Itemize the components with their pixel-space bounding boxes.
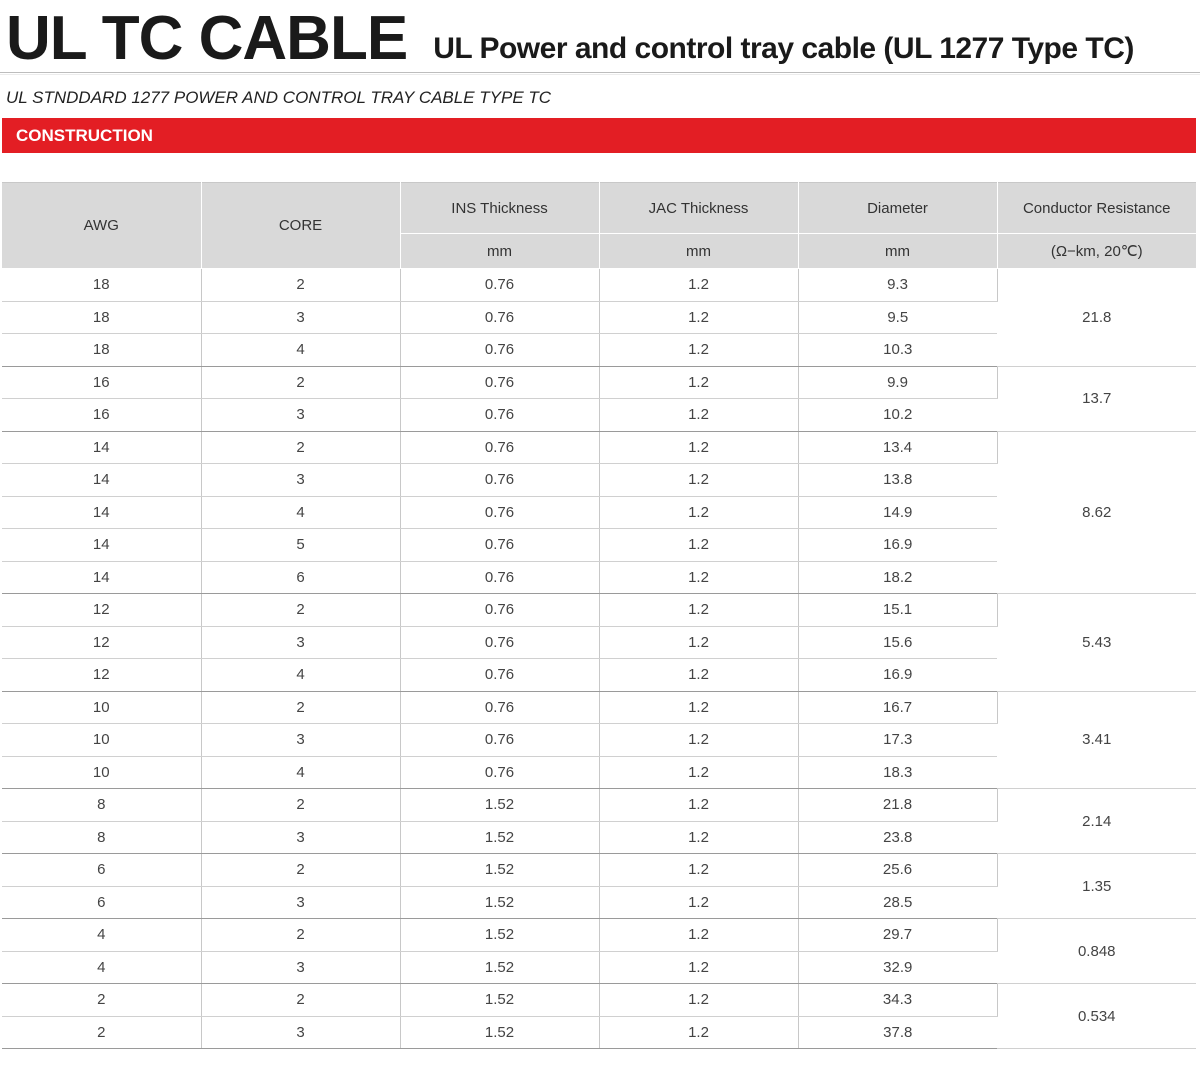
cell-awg: 14 [2, 464, 201, 497]
table-row [2, 691, 1196, 724]
cell-diameter: 21.8 [798, 789, 997, 822]
table-row [2, 789, 1196, 822]
cell-awg: 12 [2, 626, 201, 659]
cell-core: 6 [201, 561, 400, 594]
page-subtitle: UL Power and control tray cable (UL 1277 Type TC) [433, 32, 1134, 65]
cell-awg: 14 [2, 496, 201, 529]
cell-conductor-resistance: 2.14 [997, 789, 1196, 854]
cell-diameter: 34.3 [798, 984, 997, 1017]
cell-diameter: 13.4 [798, 431, 997, 464]
cell-diameter: 25.6 [798, 854, 997, 887]
cell-diameter: 9.3 [798, 269, 997, 302]
cell-jac-thickness: 1.2 [599, 659, 798, 692]
cell-awg: 16 [2, 366, 201, 399]
cell-core: 2 [201, 431, 400, 464]
cell-awg: 14 [2, 431, 201, 464]
cell-jac-thickness: 1.2 [599, 464, 798, 497]
cell-diameter: 16.9 [798, 529, 997, 562]
cell-jac-thickness: 1.2 [599, 529, 798, 562]
col-header-awg: AWG [2, 183, 201, 269]
section-label: CONSTRUCTION [16, 126, 153, 145]
cell-diameter: 37.8 [798, 1016, 997, 1049]
cell-conductor-resistance: 13.7 [997, 366, 1196, 431]
cell-ins-thickness: 0.76 [400, 626, 599, 659]
cell-core: 3 [201, 464, 400, 497]
cell-awg: 2 [2, 984, 201, 1017]
table-row [2, 269, 1196, 302]
cell-ins-thickness: 0.76 [400, 431, 599, 464]
title-divider [0, 72, 1200, 73]
cell-ins-thickness: 0.76 [400, 464, 599, 497]
cell-awg: 6 [2, 886, 201, 919]
cell-ins-thickness: 0.76 [400, 399, 599, 432]
cell-diameter: 10.2 [798, 399, 997, 432]
cell-core: 3 [201, 301, 400, 334]
cell-core: 2 [201, 269, 400, 302]
cell-ins-thickness: 0.76 [400, 724, 599, 757]
cell-jac-thickness: 1.2 [599, 626, 798, 659]
cell-diameter: 10.3 [798, 334, 997, 367]
title-row [6, 4, 1134, 73]
cell-core: 2 [201, 789, 400, 822]
cell-core: 3 [201, 724, 400, 757]
cell-conductor-resistance: 5.43 [997, 594, 1196, 692]
cell-awg: 12 [2, 594, 201, 627]
cell-awg: 10 [2, 691, 201, 724]
col-header-conductor-resistance: Conductor Resistance [997, 183, 1196, 234]
page-title: UL TC CABLE [6, 4, 408, 73]
cell-ins-thickness: 1.52 [400, 1016, 599, 1049]
cell-diameter: 29.7 [798, 919, 997, 952]
cell-awg: 12 [2, 659, 201, 692]
cell-jac-thickness: 1.2 [599, 919, 798, 952]
cell-core: 4 [201, 334, 400, 367]
col-header-diameter: Diameter [798, 183, 997, 234]
table-row [2, 431, 1196, 464]
cell-diameter: 18.2 [798, 561, 997, 594]
cell-ins-thickness: 1.52 [400, 984, 599, 1017]
unit-ins-thickness: mm [400, 234, 599, 269]
cell-diameter: 32.9 [798, 951, 997, 984]
table-row [2, 919, 1196, 952]
cell-ins-thickness: 0.76 [400, 529, 599, 562]
cell-awg: 10 [2, 724, 201, 757]
cell-jac-thickness: 1.2 [599, 854, 798, 887]
cell-ins-thickness: 0.76 [400, 366, 599, 399]
cell-awg: 2 [2, 1016, 201, 1049]
cell-core: 3 [201, 626, 400, 659]
cell-ins-thickness: 0.76 [400, 594, 599, 627]
cell-ins-thickness: 0.76 [400, 561, 599, 594]
cell-jac-thickness: 1.2 [599, 269, 798, 302]
cell-ins-thickness: 0.76 [400, 659, 599, 692]
cell-jac-thickness: 1.2 [599, 496, 798, 529]
cell-conductor-resistance: 1.35 [997, 854, 1196, 919]
cell-awg: 18 [2, 301, 201, 334]
cell-diameter: 16.7 [798, 691, 997, 724]
cell-conductor-resistance: 8.62 [997, 431, 1196, 594]
standard-line: UL STNDDARD 1277 POWER AND CONTROL TRAY CABLE TYPE TC [6, 88, 552, 107]
cell-ins-thickness: 1.52 [400, 821, 599, 854]
cell-core: 3 [201, 821, 400, 854]
cell-diameter: 14.9 [798, 496, 997, 529]
col-header-core: CORE [201, 183, 400, 269]
cell-ins-thickness: 1.52 [400, 951, 599, 984]
cell-core: 2 [201, 366, 400, 399]
cell-diameter: 17.3 [798, 724, 997, 757]
cell-core: 5 [201, 529, 400, 562]
cell-ins-thickness: 0.76 [400, 334, 599, 367]
cell-jac-thickness: 1.2 [599, 1016, 798, 1049]
cell-core: 2 [201, 594, 400, 627]
cell-ins-thickness: 0.76 [400, 269, 599, 302]
cell-ins-thickness: 1.52 [400, 789, 599, 822]
cell-awg: 16 [2, 399, 201, 432]
cell-conductor-resistance: 3.41 [997, 691, 1196, 789]
cell-jac-thickness: 1.2 [599, 334, 798, 367]
cell-awg: 18 [2, 334, 201, 367]
cell-jac-thickness: 1.2 [599, 431, 798, 464]
cell-diameter: 16.9 [798, 659, 997, 692]
cell-diameter: 15.1 [798, 594, 997, 627]
cell-core: 3 [201, 399, 400, 432]
cell-jac-thickness: 1.2 [599, 724, 798, 757]
cell-ins-thickness: 0.76 [400, 756, 599, 789]
cell-awg: 8 [2, 821, 201, 854]
cell-conductor-resistance: 21.8 [997, 269, 1196, 367]
cell-ins-thickness: 1.52 [400, 886, 599, 919]
cell-jac-thickness: 1.2 [599, 561, 798, 594]
cell-core: 2 [201, 984, 400, 1017]
cell-diameter: 28.5 [798, 886, 997, 919]
table-body [2, 269, 1196, 1049]
cell-core: 4 [201, 496, 400, 529]
cell-jac-thickness: 1.2 [599, 886, 798, 919]
cell-diameter: 9.5 [798, 301, 997, 334]
cell-jac-thickness: 1.2 [599, 691, 798, 724]
construction-table [2, 182, 1196, 1049]
unit-jac-thickness: mm [599, 234, 798, 269]
cell-awg: 18 [2, 269, 201, 302]
table-row [2, 366, 1196, 399]
cell-awg: 10 [2, 756, 201, 789]
section-bar [2, 118, 1196, 153]
table-row [2, 854, 1196, 887]
cell-awg: 8 [2, 789, 201, 822]
cell-core: 4 [201, 659, 400, 692]
cell-core: 3 [201, 951, 400, 984]
cell-diameter: 9.9 [798, 366, 997, 399]
cell-core: 2 [201, 691, 400, 724]
cell-jac-thickness: 1.2 [599, 594, 798, 627]
unit-conductor-resistance: (Ω−km, 20℃) [997, 234, 1196, 269]
cell-jac-thickness: 1.2 [599, 366, 798, 399]
col-header-jac-thickness: JAC Thickness [599, 183, 798, 234]
table-row [2, 594, 1196, 627]
cell-core: 3 [201, 886, 400, 919]
cell-core: 2 [201, 854, 400, 887]
col-header-ins-thickness: INS Thickness [400, 183, 599, 234]
cell-jac-thickness: 1.2 [599, 399, 798, 432]
header-row [2, 183, 1196, 234]
cell-awg: 14 [2, 561, 201, 594]
cell-ins-thickness: 0.76 [400, 301, 599, 334]
cell-jac-thickness: 1.2 [599, 756, 798, 789]
cell-core: 4 [201, 756, 400, 789]
table-row [2, 984, 1196, 1017]
cell-awg: 6 [2, 854, 201, 887]
cell-core: 2 [201, 919, 400, 952]
cell-diameter: 15.6 [798, 626, 997, 659]
cell-ins-thickness: 0.76 [400, 496, 599, 529]
cell-conductor-resistance: 0.534 [997, 984, 1196, 1049]
unit-diameter: mm [798, 234, 997, 269]
cell-diameter: 23.8 [798, 821, 997, 854]
cell-ins-thickness: 0.76 [400, 691, 599, 724]
cell-awg: 14 [2, 529, 201, 562]
cell-conductor-resistance: 0.848 [997, 919, 1196, 984]
cell-diameter: 18.3 [798, 756, 997, 789]
cell-awg: 4 [2, 919, 201, 952]
cell-awg: 4 [2, 951, 201, 984]
cell-core: 3 [201, 1016, 400, 1049]
cell-jac-thickness: 1.2 [599, 984, 798, 1017]
cell-jac-thickness: 1.2 [599, 301, 798, 334]
cell-ins-thickness: 1.52 [400, 854, 599, 887]
cell-ins-thickness: 1.52 [400, 919, 599, 952]
cell-jac-thickness: 1.2 [599, 951, 798, 984]
cell-jac-thickness: 1.2 [599, 789, 798, 822]
cell-jac-thickness: 1.2 [599, 821, 798, 854]
cell-diameter: 13.8 [798, 464, 997, 497]
